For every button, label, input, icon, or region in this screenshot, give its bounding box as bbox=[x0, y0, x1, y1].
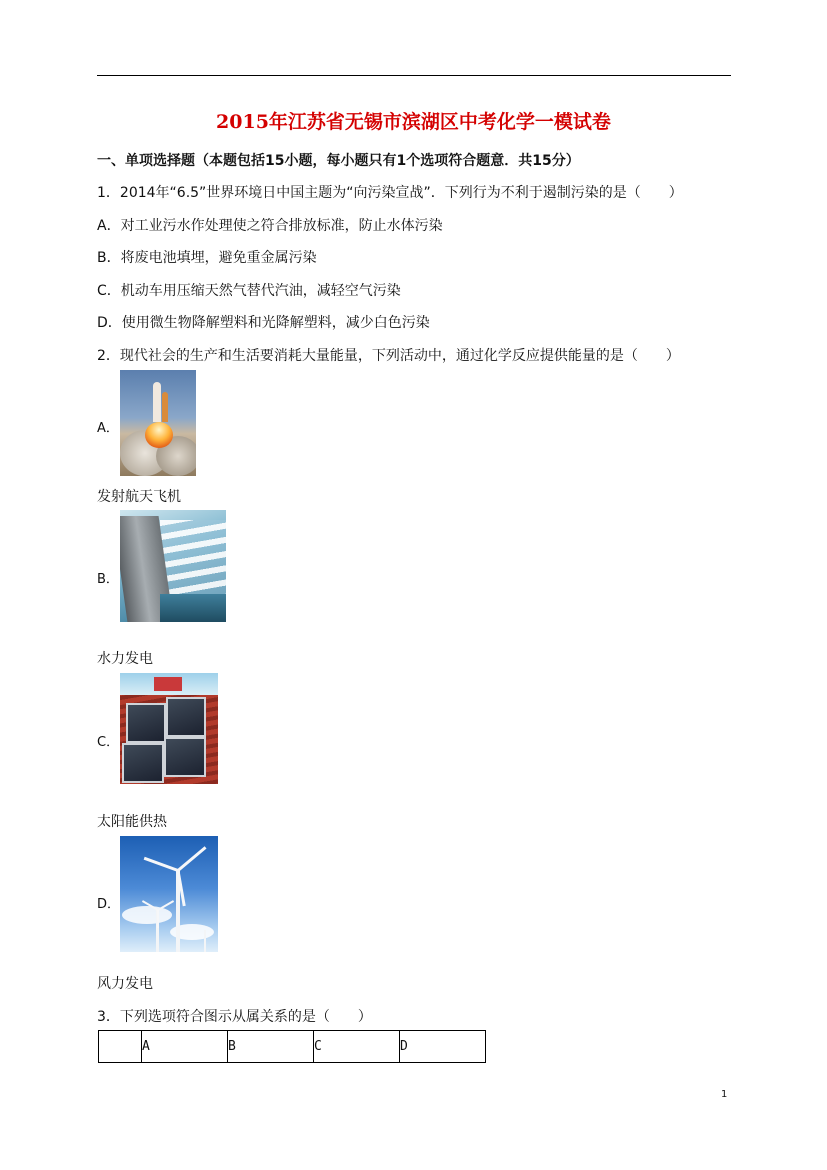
q2-option-b-label: B． bbox=[97, 572, 119, 587]
q3-options-table bbox=[98, 1030, 486, 1063]
space-shuttle-launch-image bbox=[120, 370, 196, 476]
q1-option-b: B．将废电池填埋，避免重金属污染 bbox=[97, 250, 317, 266]
q1-option-d: D．使用微生物降解塑料和光降解塑料，减少白色污染 bbox=[97, 315, 430, 331]
wind-turbines-image bbox=[120, 836, 218, 952]
question-3-stem: 3．下列选项符合图示从属关系的是（ ） bbox=[97, 1009, 372, 1025]
page-number: 1 bbox=[721, 1089, 728, 1100]
q2-option-c-label: C． bbox=[97, 735, 120, 750]
hydroelectric-dam-image bbox=[120, 510, 226, 622]
q1-option-c: C．机动车用压缩天然气替代汽油，减轻空气污染 bbox=[97, 283, 401, 299]
q2-option-a-caption: 发射航天飞机 bbox=[97, 489, 181, 505]
header-rule bbox=[97, 75, 731, 76]
table-cell-d: D bbox=[400, 1031, 486, 1063]
q2-option-d-caption: 风力发电 bbox=[97, 976, 153, 992]
table-cell-a: A bbox=[142, 1031, 228, 1063]
question-1-stem: 1．2014年“6.5”世界环境日中国主题为“向污染宣战”．下列行为不利于遏制污染的是（ ） bbox=[97, 185, 683, 201]
table-cell-c: C bbox=[314, 1031, 400, 1063]
q2-option-d-label: D． bbox=[97, 897, 121, 912]
q2-option-a-label: A． bbox=[97, 421, 119, 436]
section-heading: 一、单项选择题（本题包括15小题，每小题只有1个选项符合题意．共15分） bbox=[97, 153, 580, 169]
q1-option-a: A．对工业污水作处理使之符合排放标准，防止水体污染 bbox=[97, 218, 443, 234]
solar-panels-image bbox=[120, 673, 218, 784]
table-cell-b: B bbox=[228, 1031, 314, 1063]
q2-option-c-caption: 太阳能供热 bbox=[97, 814, 167, 830]
table-cell bbox=[99, 1031, 142, 1063]
question-2-stem: 2．现代社会的生产和生活要消耗大量能量，下列活动中，通过化学反应提供能量的是（ ） bbox=[97, 348, 680, 364]
exam-title: 2015年江苏省无锡市滨湖区中考化学一模试卷 bbox=[216, 111, 611, 133]
q2-option-b-caption: 水力发电 bbox=[97, 651, 153, 667]
table-row bbox=[99, 1031, 486, 1063]
